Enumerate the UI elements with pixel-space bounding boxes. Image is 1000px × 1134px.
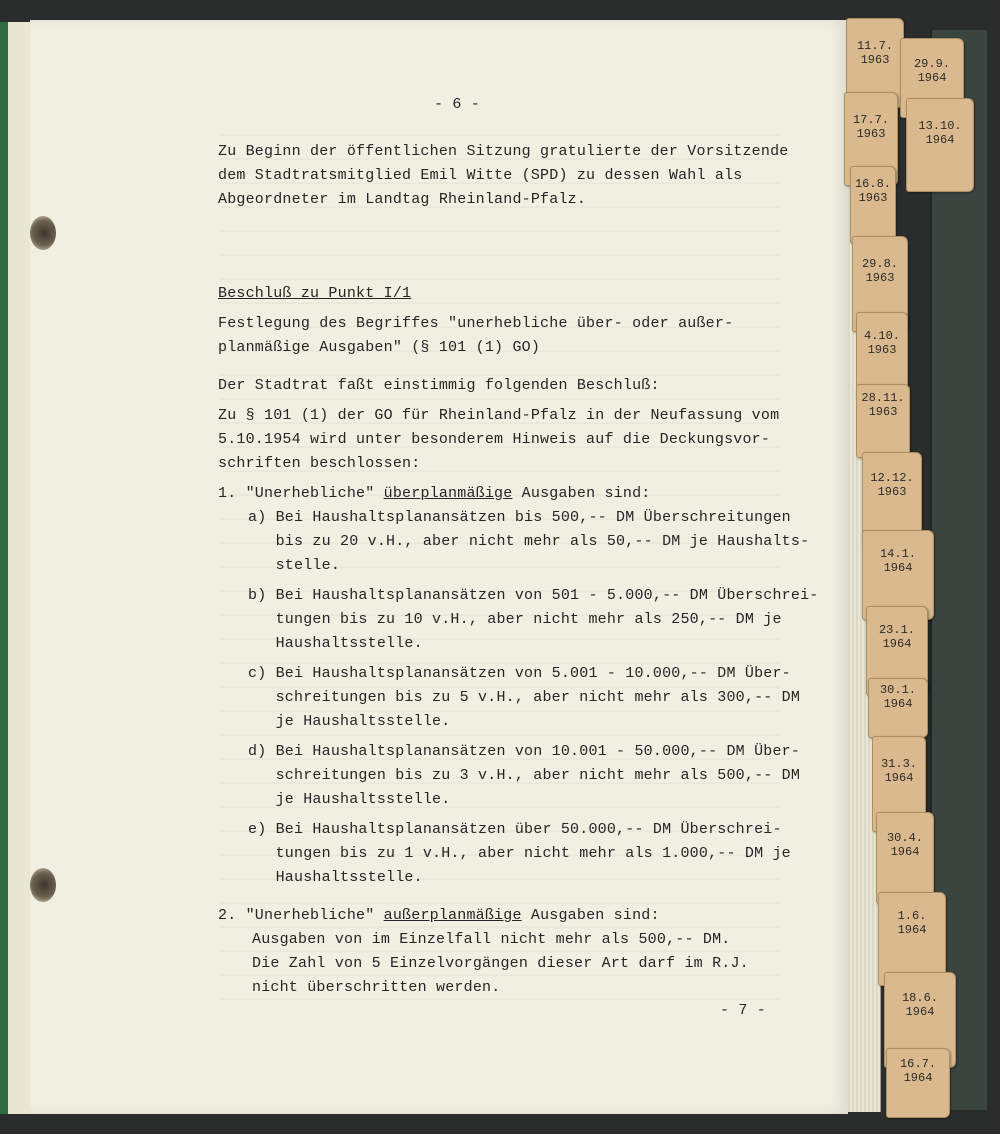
tab-3-year: 1963 xyxy=(856,127,886,141)
tab-1-date: 11.7. xyxy=(856,39,893,53)
item-1-suffix: Ausgaben sind: xyxy=(512,485,651,502)
item-2-line-2: Die Zahl von 5 Einzelvorgängen dieser Art darf im R.J. xyxy=(252,955,749,972)
sub-item-a-line-1: a) Bei Haushaltsplanansätzen bis 500,-- DM Überschreitungen xyxy=(248,509,791,526)
punch-hole-top xyxy=(30,216,56,250)
intro-line-2: dem Stadtratsmitglied Emil Witte (SPD) zu dessen Wahl als xyxy=(218,167,743,184)
item-1-prefix: 1. "Unerhebliche" xyxy=(218,485,384,502)
tab-17-year: 1964 xyxy=(903,1071,933,1085)
item-2-line-3: nicht überschritten werden. xyxy=(252,979,501,996)
tab-10-date: 14.1. xyxy=(879,547,916,561)
tab-14-date: 30.4. xyxy=(886,831,923,845)
subject-line-2: planmäßige Ausgaben" (§ 101 (1) GO) xyxy=(218,339,541,356)
tab-17-date: 16.7. xyxy=(899,1057,936,1071)
tab-8-date: 28.11. xyxy=(861,391,905,405)
sub-item-b-line-1: b) Bei Haushaltsplanansätzen von 501 - 5.000,-- DM Überschrei- xyxy=(248,587,819,604)
item-2-heading xyxy=(218,907,660,924)
tab-7-date: 4.10. xyxy=(863,329,900,343)
preamble-line-2: 5.10.1954 wird unter besonderem Hinweis auf die Deckungsvor- xyxy=(218,431,771,448)
tab-4-date: 13.10. xyxy=(918,119,962,133)
item-2-suffix: Ausgaben sind: xyxy=(521,907,660,924)
tab-9-date: 12.12. xyxy=(870,471,914,485)
subject-line-1: Festlegung des Begriffes "unerhebliche über- oder außer- xyxy=(218,315,734,332)
sub-item-d-line-2: schreitungen bis zu 3 v.H., aber nicht mehr als 500,-- DM xyxy=(248,767,801,784)
tab-16-year: 1964 xyxy=(905,1005,935,1019)
tab-12-date: 30.1. xyxy=(879,683,916,697)
item-2-prefix: 2. "Unerhebliche" xyxy=(218,907,384,924)
sub-item-c-line-2: schreitungen bis zu 5 v.H., aber nicht mehr als 300,-- DM xyxy=(248,689,801,706)
tab-13-year: 1964 xyxy=(884,771,914,785)
tab-10-year: 1964 xyxy=(883,561,913,575)
next-page-number: - 7 - xyxy=(720,1002,767,1019)
tab-8-year: 1963 xyxy=(868,405,898,419)
tab-15-date: 1.6. xyxy=(897,909,927,923)
tab-6-date: 29.8. xyxy=(861,257,898,271)
tab-4-year: 1964 xyxy=(925,133,955,147)
item-1-heading xyxy=(218,485,651,502)
index-tab-5[interactable] xyxy=(850,166,896,244)
tab-5-year: 1963 xyxy=(858,191,888,205)
sub-item-e-line-1: e) Bei Haushaltsplanansätzen über 50.000,-- DM Überschrei- xyxy=(248,821,782,838)
tab-2-year: 1964 xyxy=(917,71,947,85)
item-2-line-1: Ausgaben von im Einzelfall nicht mehr als 500,-- DM. xyxy=(252,931,731,948)
document-page xyxy=(30,20,848,1114)
tab-12-year: 1964 xyxy=(883,697,913,711)
intro-line-3: Abgeordneter im Landtag Rheinland-Pfalz. xyxy=(218,191,587,208)
sub-item-a-line-2: bis zu 20 v.H., aber nicht mehr als 50,-- DM je Haushalts- xyxy=(248,533,810,550)
tab-13-date: 31.3. xyxy=(880,757,917,771)
tab-14-year: 1964 xyxy=(890,845,920,859)
sub-item-e-line-2: tungen bis zu 1 v.H., aber nicht mehr als 1.000,-- DM je xyxy=(248,845,791,862)
sub-item-b-line-3: Haushaltsstelle. xyxy=(248,635,423,652)
punch-hole-bottom xyxy=(30,868,56,902)
sub-item-d-line-1: d) Bei Haushaltsplanansätzen von 10.001 - 50.000,-- DM Über- xyxy=(248,743,801,760)
binder-spine xyxy=(0,22,8,1114)
resolution-heading: Beschluß zu Punkt I/1 xyxy=(218,285,412,302)
tab-3-date: 17.7. xyxy=(852,113,889,127)
preamble-line-3: schriften beschlossen: xyxy=(218,455,421,472)
tab-5-date: 16.8. xyxy=(854,177,891,191)
sub-item-e-line-3: Haushaltsstelle. xyxy=(248,869,423,886)
tab-11-date: 23.1. xyxy=(878,623,915,637)
index-tab-14[interactable] xyxy=(876,812,934,904)
index-tab-12[interactable] xyxy=(868,678,928,738)
tab-15-year: 1964 xyxy=(897,923,927,937)
sub-item-a-line-3: stelle. xyxy=(248,557,341,574)
page-number-header: - 6 - xyxy=(434,96,481,113)
decision-line: Der Stadtrat faßt einstimmig folgenden Beschluß: xyxy=(218,377,660,394)
tab-6-year: 1963 xyxy=(865,271,895,285)
tab-2-date: 29.9. xyxy=(913,57,950,71)
sub-item-c-line-1: c) Bei Haushaltsplanansätzen von 5.001 - 10.000,-- DM Über- xyxy=(248,665,791,682)
index-tab-17[interactable] xyxy=(886,1048,950,1118)
sub-item-c-line-3: je Haushaltsstelle. xyxy=(248,713,451,730)
item-2-underlined: außerplanmäßige xyxy=(383,907,522,924)
tab-11-year: 1964 xyxy=(882,637,912,651)
sub-item-b-line-2: tungen bis zu 10 v.H., aber nicht mehr als 250,-- DM je xyxy=(248,611,782,628)
tab-16-date: 18.6. xyxy=(901,991,938,1005)
preamble-line-1: Zu § 101 (1) der GO für Rheinland-Pfalz in der Neufassung vom xyxy=(218,407,780,424)
intro-line-1: Zu Beginn der öffentlichen Sitzung gratulierte der Vorsitzende xyxy=(218,143,789,160)
tab-7-year: 1963 xyxy=(867,343,897,357)
sub-item-d-line-3: je Haushaltsstelle. xyxy=(248,791,451,808)
index-tab-4[interactable] xyxy=(906,98,974,192)
tab-1-year: 1963 xyxy=(860,53,890,67)
item-1-underlined: überplanmäßige xyxy=(383,485,513,502)
index-tab-8[interactable] xyxy=(856,384,910,458)
tab-9-year: 1963 xyxy=(877,485,907,499)
